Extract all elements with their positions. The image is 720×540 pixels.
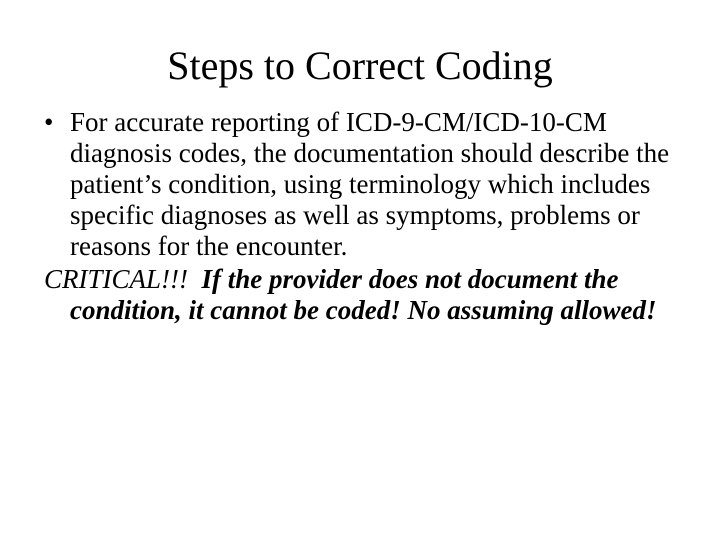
slide-body — [44, 107, 694, 326]
bullet-dot-icon: • — [44, 107, 54, 137]
bullet-paragraph — [44, 107, 694, 262]
bullet-text: For accurate reporting of ICD-9-CM/ICD-10-CM diagnosis codes, the documentation should describe the patient’s condition, using terminology which includes specific diagnoses as well as symptoms, problems or reasons for the encounter. — [70, 107, 670, 261]
critical-lead: CRITICAL!!! — [44, 264, 188, 294]
critical-paragraph — [44, 264, 694, 326]
critical-text: If the provider does not document the condition, it cannot be coded! No assuming allowed! — [70, 264, 657, 325]
slide-title: Steps to Correct Coding — [167, 43, 553, 88]
